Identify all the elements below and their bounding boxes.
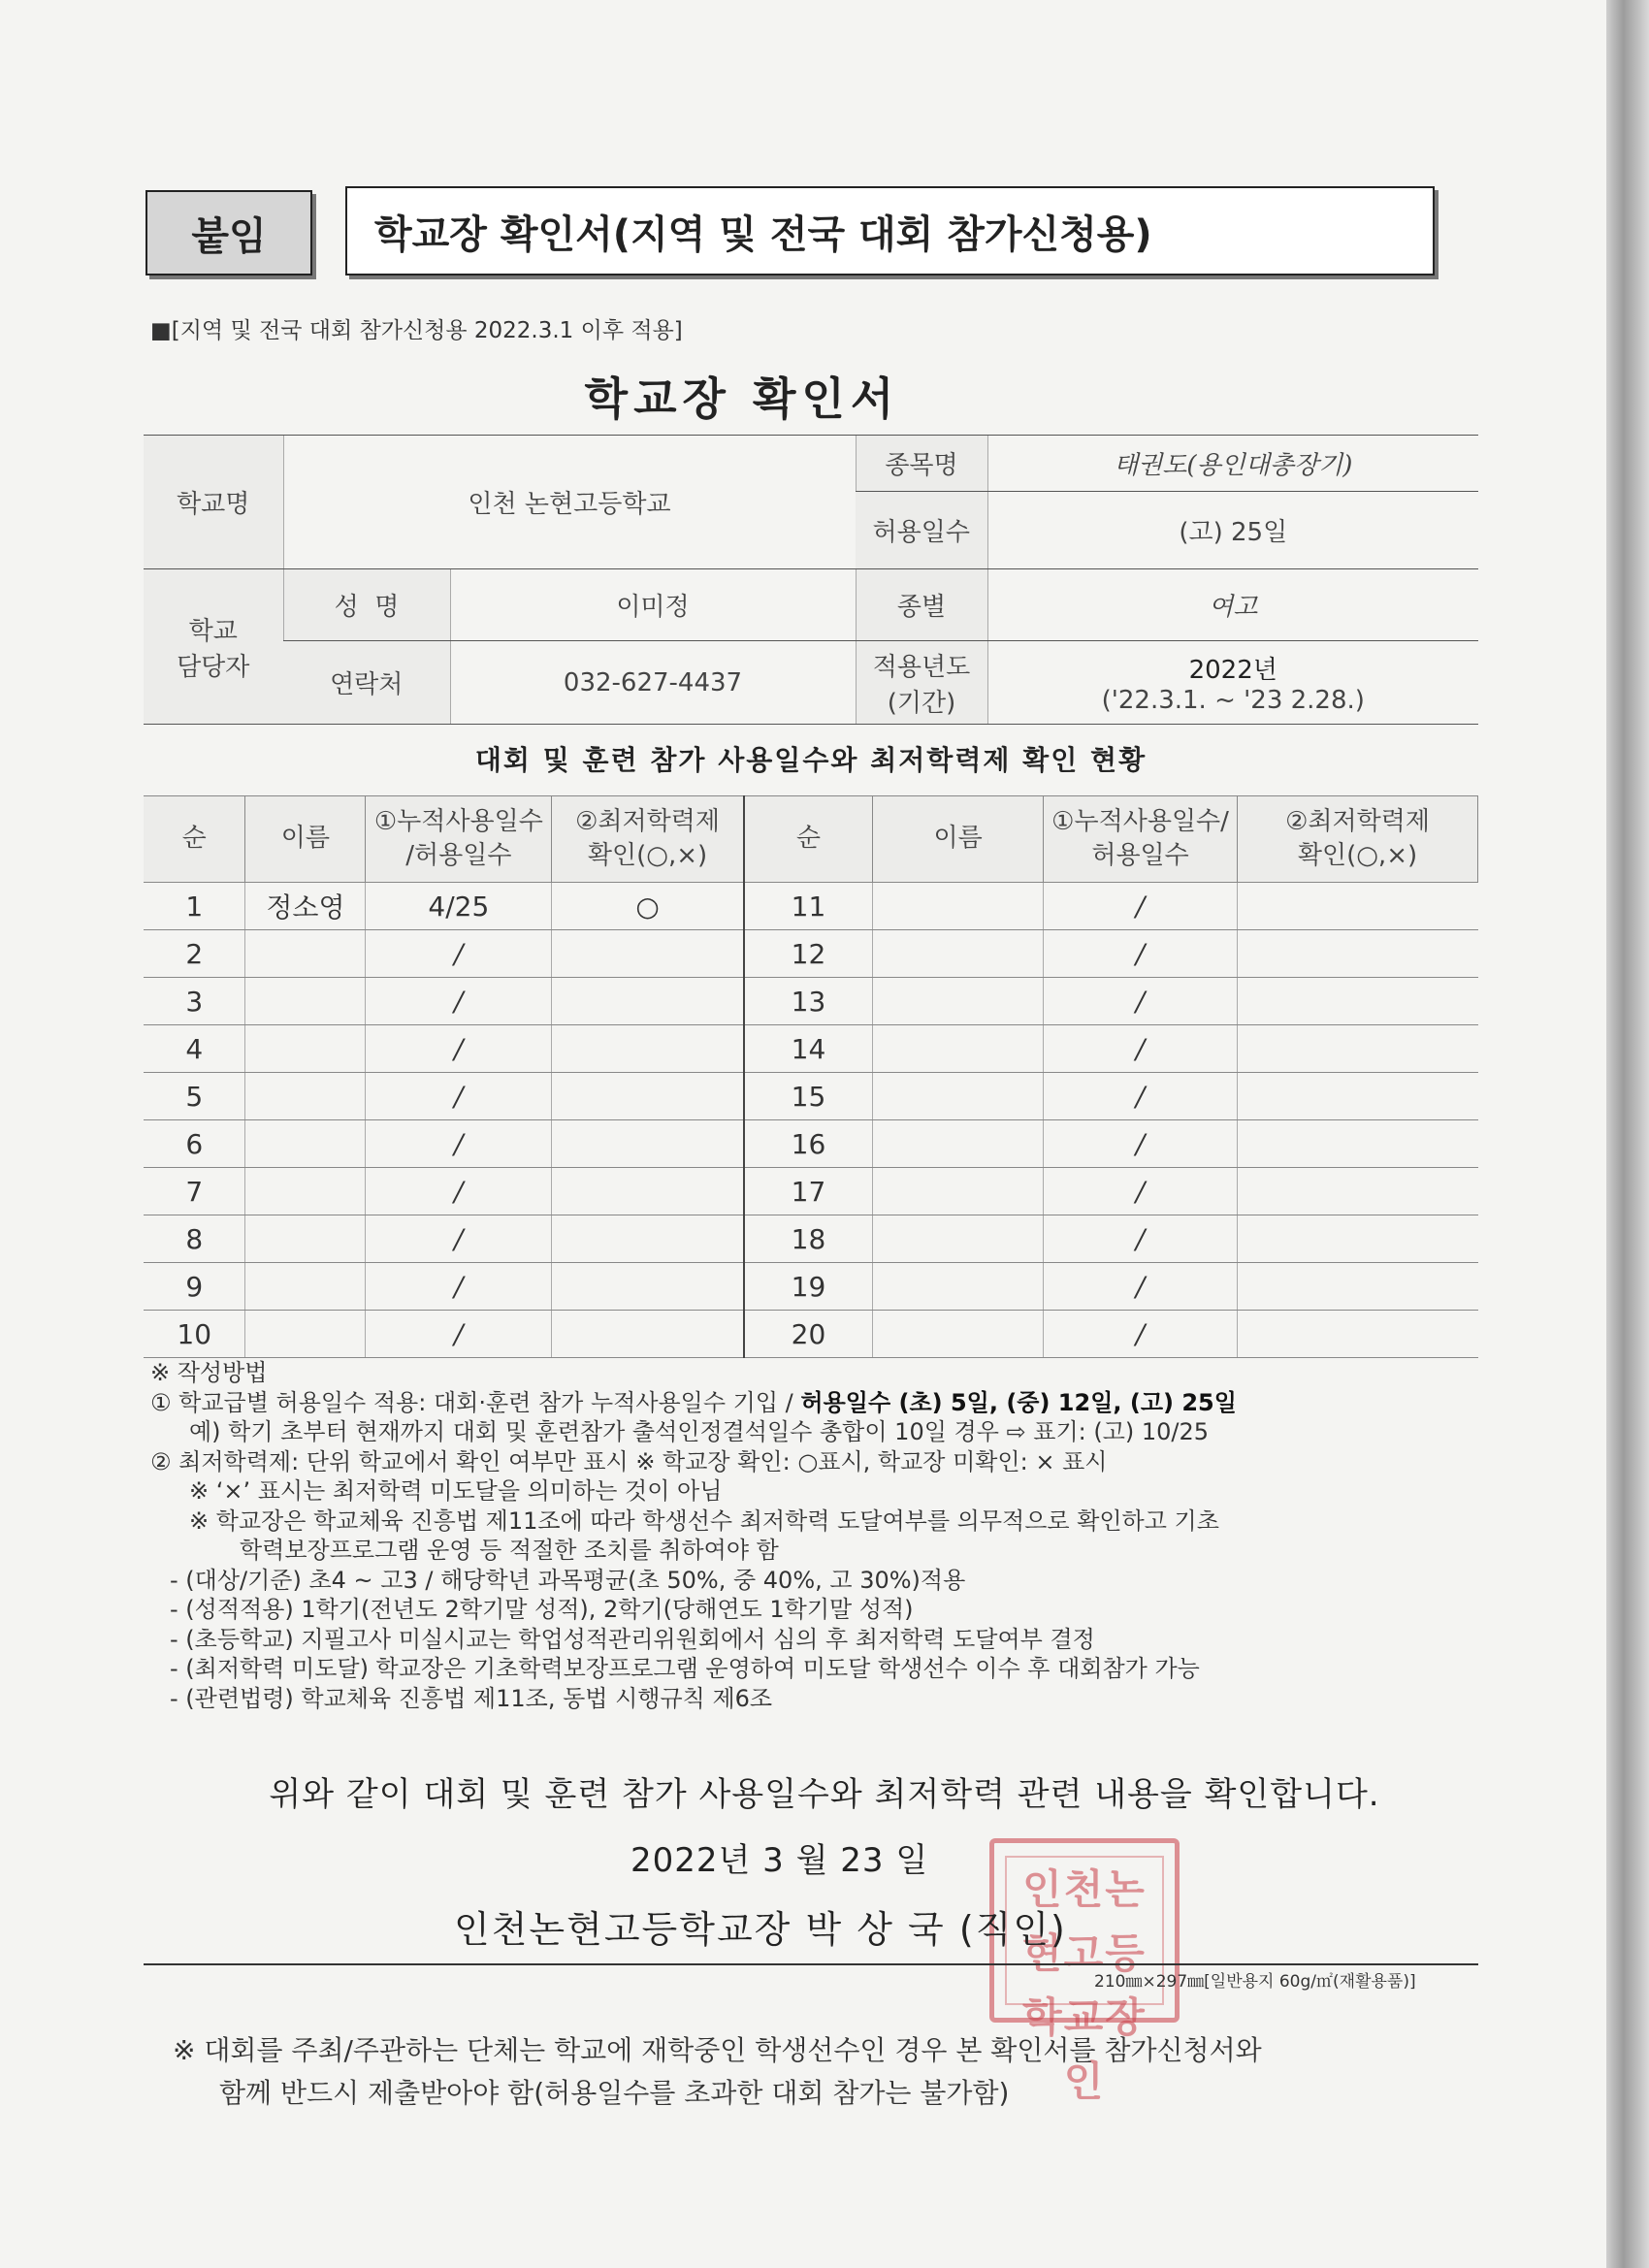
row-days-right: /: [1044, 930, 1238, 978]
row-academic-right: [1238, 1025, 1478, 1073]
instruction-line: [150, 1388, 1479, 1418]
row-no-right: 18: [744, 1215, 873, 1263]
row-no-left: 5: [144, 1073, 245, 1120]
header-no-left: 순: [144, 796, 245, 883]
row-days-right: /: [1044, 1073, 1238, 1120]
row-no-left: 1: [144, 883, 245, 930]
row-days-left: /: [366, 1215, 552, 1263]
category-value: 여고: [987, 569, 1478, 641]
header-academic-right-line1: ②최저학력제: [1285, 806, 1430, 836]
school-name-label: 학교명: [144, 436, 283, 569]
row-no-right: 16: [744, 1120, 873, 1168]
row-no-right: 13: [744, 978, 873, 1025]
row-academic-right: [1238, 1311, 1478, 1358]
row-days-right: /: [1044, 1120, 1238, 1168]
year-value: 2022년: [1188, 656, 1277, 685]
row-days-left: /: [366, 1025, 552, 1073]
row-academic-right: [1238, 1215, 1478, 1263]
contact-person-label: [144, 569, 283, 725]
submission-notice-line2: 함께 반드시 제출받아야 함(허용일수를 초과한 대회 참가는 불가함): [219, 2077, 1010, 2109]
row-name-left: [245, 1215, 366, 1263]
row-name-right: [873, 1263, 1044, 1311]
table-row: [144, 1073, 1478, 1120]
instructions: [150, 1358, 1479, 1713]
scanner-edge: [1606, 0, 1649, 2268]
table-row: [144, 1025, 1478, 1073]
row-academic-left: [552, 1073, 744, 1120]
row-name-right: [873, 1120, 1044, 1168]
table-row: [144, 930, 1478, 978]
row-name-left: [245, 1025, 366, 1073]
row-no-left: 2: [144, 930, 245, 978]
participation-table: [144, 795, 1478, 1358]
table-row: [144, 1311, 1478, 1358]
row-academic-left: [552, 1025, 744, 1073]
row-name-right: [873, 930, 1044, 978]
person-name-label: 성 명: [283, 569, 450, 641]
submission-notice: [173, 2029, 1262, 2115]
principal-signature-line: 인천논현고등학교장 박 상 국 (직인): [454, 1908, 1067, 1951]
row-name-right: [873, 978, 1044, 1025]
row-name-right: [873, 1073, 1044, 1120]
paper-spec: 210㎜×297㎜[일반용지 60g/㎡(재활용품)]: [1094, 1972, 1416, 1992]
row-name-right: [873, 883, 1044, 930]
instruction-line-8: - (성적적용) 1학기(전년도 2학기말 성적), 2학기(당해연도 1학기말 성적): [170, 1596, 914, 1623]
row-academic-right: [1238, 1168, 1478, 1215]
row-academic-left: [552, 1215, 744, 1263]
header-academic-left: [552, 796, 744, 883]
row-academic-left: [552, 1311, 744, 1358]
row-academic-right: [1238, 1120, 1478, 1168]
instruction-line-4: ※ ‘×’ 표시는 최저학력 미도달을 의미하는 것이 아님: [189, 1477, 723, 1505]
divider: [144, 1963, 1478, 1965]
instruction-line-1b: 허용일수 (초) 5일, (중) 12일, (고) 25일: [800, 1388, 1237, 1416]
table-row: [144, 1215, 1478, 1263]
row-no-left: 7: [144, 1168, 245, 1215]
row-academic-left: [552, 1168, 744, 1215]
confirmation-statement: 위와 같이 대회 및 훈련 참가 사용일수와 최저학력 관련 내용을 확인합니다.: [269, 1775, 1380, 1814]
instruction-line-1a: ① 학교급별 허용일수 적용: 대회·훈련 참가 누적사용일수 기입 /: [150, 1388, 801, 1416]
row-name-right: [873, 1215, 1044, 1263]
row-name-left: [245, 1073, 366, 1120]
row-name-left: [245, 930, 366, 978]
row-no-right: 15: [744, 1073, 873, 1120]
row-days-left: /: [366, 1168, 552, 1215]
row-days-left: /: [366, 1311, 552, 1358]
instruction-line-9: - (초등학교) 지필고사 미실시교는 학업성적관리위원회에서 심의 후 최저학력 도달여부 결정: [170, 1625, 1095, 1653]
row-name-left: [245, 978, 366, 1025]
header-days-left-line1: ①누적사용일수: [373, 806, 543, 836]
table-row: [144, 883, 1478, 930]
row-name-left: [245, 1168, 366, 1215]
header-days-left-line2: /허용일수: [405, 841, 512, 870]
applicability-note: ■[지역 및 전국 대회 참가신청용 2022.3.1 이후 적용]: [150, 318, 683, 343]
issue-date: 2022년 3 월 23 일: [630, 1841, 929, 1880]
submission-notice-line1: ※ 대회를 주최/주관하는 단체는 학교에 재학중인 학생선수인 경우 본 확인서를 참가신청서와: [173, 2034, 1262, 2066]
attachment-tag: 붙임: [146, 190, 312, 275]
row-days-right: /: [1044, 1168, 1238, 1215]
row-no-left: 8: [144, 1215, 245, 1263]
phone-value: 032-627-4437: [450, 641, 856, 725]
header-days-right-line1: ①누적사용일수/: [1051, 806, 1229, 836]
table-row: [144, 1120, 1478, 1168]
official-seal-inner: 인천논현고등학교장인: [1005, 1856, 1164, 2005]
allowed-days-label: 허용일수: [856, 492, 987, 569]
row-no-left: 4: [144, 1025, 245, 1073]
row-name-right: [873, 1168, 1044, 1215]
row-name-right: [873, 1025, 1044, 1073]
contact-label-line1: 학교: [188, 616, 238, 646]
row-academic-right: [1238, 1263, 1478, 1311]
header-academic-left-line1: ②최저학력제: [575, 806, 720, 836]
instruction-line-7: - (대상/기준) 초4 ~ 고3 / 해당학년 과목평균(초 50%, 중 40%, 고 30%)적용: [170, 1566, 966, 1594]
row-days-left: /: [366, 1263, 552, 1311]
category-label: 종별: [856, 569, 987, 641]
row-name-left: [245, 1311, 366, 1358]
row-days-left: 4/25: [366, 883, 552, 930]
section-title: 대회 및 훈련 참가 사용일수와 최저학력제 확인 현황: [474, 744, 1148, 776]
row-days-right: /: [1044, 883, 1238, 930]
year-label-line1: 적용년도: [872, 652, 971, 682]
row-academic-left: [552, 930, 744, 978]
instruction-line-3: ② 최저학력제: 단위 학교에서 확인 여부만 표시 ※ 학교장 확인: ○표시, 학교장 미확인: × 표시: [150, 1447, 1108, 1475]
row-academic-left: ○: [552, 883, 744, 930]
year-value-cell: [987, 641, 1478, 725]
row-academic-right: [1238, 1073, 1478, 1120]
row-days-right: /: [1044, 1215, 1238, 1263]
row-academic-left: [552, 1120, 744, 1168]
row-days-right: /: [1044, 978, 1238, 1025]
allowed-days-value: (고) 25일: [987, 492, 1478, 569]
row-days-left: /: [366, 1120, 552, 1168]
row-days-right: /: [1044, 1311, 1238, 1358]
instruction-line-11: - (관련법령) 학교체육 진흥법 제11조, 동법 시행규칙 제6조: [170, 1684, 773, 1712]
header-days-right-line2: 허용일수: [1091, 841, 1189, 870]
header-days-right: [1044, 796, 1238, 883]
row-no-right: 20: [744, 1311, 873, 1358]
period-value: ('22.3.1. ~ '23 2.28.): [1101, 686, 1365, 715]
school-info-table: [144, 435, 1478, 725]
row-name-left: [245, 1263, 366, 1311]
row-name-left: [245, 1120, 366, 1168]
row-no-left: 9: [144, 1263, 245, 1311]
sport-value: 태권도(용인대총장기): [987, 436, 1478, 492]
instruction-line-6: 학력보장프로그램 운영 등 적절한 조치를 취하여야 함: [240, 1537, 779, 1564]
header-academic-right-line2: 확인(○,×): [1297, 841, 1418, 870]
header-academic-right: [1238, 796, 1478, 883]
row-academic-left: [552, 978, 744, 1025]
row-days-left: /: [366, 978, 552, 1025]
contact-label-line2: 담당자: [177, 652, 250, 682]
header-name-left: 이름: [245, 796, 366, 883]
participation-table-body: [144, 883, 1478, 1358]
phone-label: 연락처: [283, 641, 450, 725]
instructions-heading: ※ 작성방법: [150, 1359, 268, 1386]
row-no-right: 11: [744, 883, 873, 930]
sport-label: 종목명: [856, 436, 987, 492]
document-title: 학교장 확인서: [584, 373, 900, 425]
table-row: [144, 978, 1478, 1025]
instruction-line-2: 예) 학기 초부터 현재까지 대회 및 훈련참가 출석인정결석일수 총합이 10일 경우 ⇨ 표기: (고) 10/25: [189, 1418, 1210, 1445]
row-no-right: 19: [744, 1263, 873, 1311]
row-days-left: /: [366, 930, 552, 978]
row-days-right: /: [1044, 1025, 1238, 1073]
table-row: [144, 1168, 1478, 1215]
person-name-value: 이미정: [450, 569, 856, 641]
header-name-right: 이름: [873, 796, 1044, 883]
instruction-line-10: - (최저학력 미도달) 학교장은 기초학력보장프로그램 운영하여 미도달 학생선수 이수 후 대회참가 가능: [170, 1655, 1200, 1682]
year-label: [856, 641, 987, 725]
year-label-line2: (기간): [887, 688, 956, 718]
row-academic-left: [552, 1263, 744, 1311]
row-no-right: 17: [744, 1168, 873, 1215]
school-name-value: 인천 논현고등학교: [283, 436, 856, 569]
row-no-left: 6: [144, 1120, 245, 1168]
row-no-left: 3: [144, 978, 245, 1025]
header-no-right: 순: [744, 796, 873, 883]
row-no-right: 14: [744, 1025, 873, 1073]
row-academic-right: [1238, 978, 1478, 1025]
row-academic-right: [1238, 930, 1478, 978]
row-no-right: 12: [744, 930, 873, 978]
form-title-box: 학교장 확인서(지역 및 전국 대회 참가신청용): [345, 186, 1435, 275]
row-no-left: 10: [144, 1311, 245, 1358]
header-academic-left-line2: 확인(○,×): [587, 841, 708, 870]
table-row: [144, 1263, 1478, 1311]
row-days-right: /: [1044, 1263, 1238, 1311]
row-academic-right: [1238, 883, 1478, 930]
row-name-right: [873, 1311, 1044, 1358]
header-days-left: [366, 796, 552, 883]
row-name-left: 정소영: [245, 883, 366, 930]
instruction-line-5: ※ 학교장은 학교체육 진흥법 제11조에 따라 학생선수 최저학력 도달여부를 의무적으로 확인하고 기초: [189, 1507, 1219, 1535]
row-days-left: /: [366, 1073, 552, 1120]
